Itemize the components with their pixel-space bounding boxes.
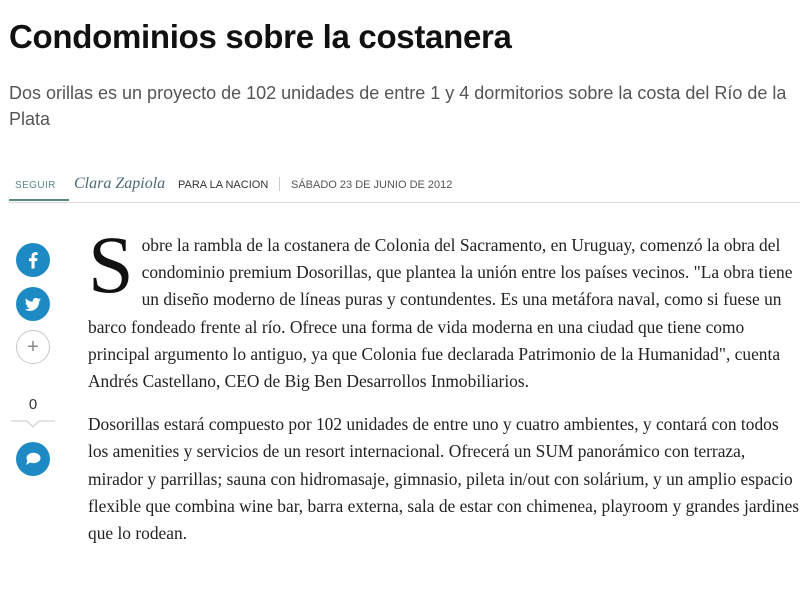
comment-icon	[16, 442, 50, 476]
follow-button[interactable]: SEGUIR	[9, 172, 69, 201]
article-body	[88, 219, 800, 563]
twitter-share-button[interactable]	[16, 287, 50, 321]
comments-button[interactable]	[16, 442, 50, 476]
byline	[9, 172, 800, 203]
outlet-label: PARA LA NACION	[178, 179, 269, 191]
article-title: Condominios sobre la costanera	[9, 18, 512, 55]
body-paragraph	[88, 219, 800, 395]
paragraph-1-text: obre la rambla de la costanera de Colonia del Sacramento, en Uruguay, comenzó la obra del condominio premium Dosorillas, que plantea la unión entre los países vecinos. "La obra tiene un diseño moderno de líneas puras y contundentes. Es una metáfora naval, como si fuese un barco fondeado frente al río. Ofrece una forma de vida moderna en una ciudad que tiene como principal argumento lo antiguo, ya que Colonia fue declarada Patrimonio de la Humanidad", cuenta Andrés Castellano, CEO de Big Ben Desarrollos Inmobiliarios.	[88, 235, 793, 392]
comment-count-pointer	[11, 420, 55, 430]
plus-icon: +	[27, 335, 39, 358]
facebook-share-button[interactable]	[16, 243, 50, 277]
drop-cap: S	[88, 219, 134, 310]
more-share-button[interactable]	[16, 330, 50, 364]
comment-count: 0	[28, 396, 38, 413]
author-link[interactable]: Clara Zapiola	[74, 175, 166, 192]
twitter-icon	[16, 287, 50, 321]
paragraph-2-text: Dosorillas estará compuesto por 102 unidades de entre uno y cuatro ambientes, y contará con todos los amenities y servicios de un resort internacional. Ofrecerá un SUM panorámico con terraza, mirador y parrillas; sauna con hidromasaje, gimnasio, pileta in/out con solárium, y un amplio espacio flexible que combina wine bar, barra externa, sala de estar con chimenea, playroom y grandes jardines que lo rodean.	[88, 414, 800, 544]
facebook-icon	[16, 243, 50, 277]
byline-separator	[279, 177, 280, 191]
article-subtitle: Dos orillas es un proyecto de 102 unidades de entre 1 y 4 dormitorios sobre la costa del Río de la Plata	[9, 83, 787, 129]
publish-date: SÁBADO 23 DE JUNIO DE 2012	[291, 179, 453, 191]
body-paragraph	[88, 411, 800, 547]
